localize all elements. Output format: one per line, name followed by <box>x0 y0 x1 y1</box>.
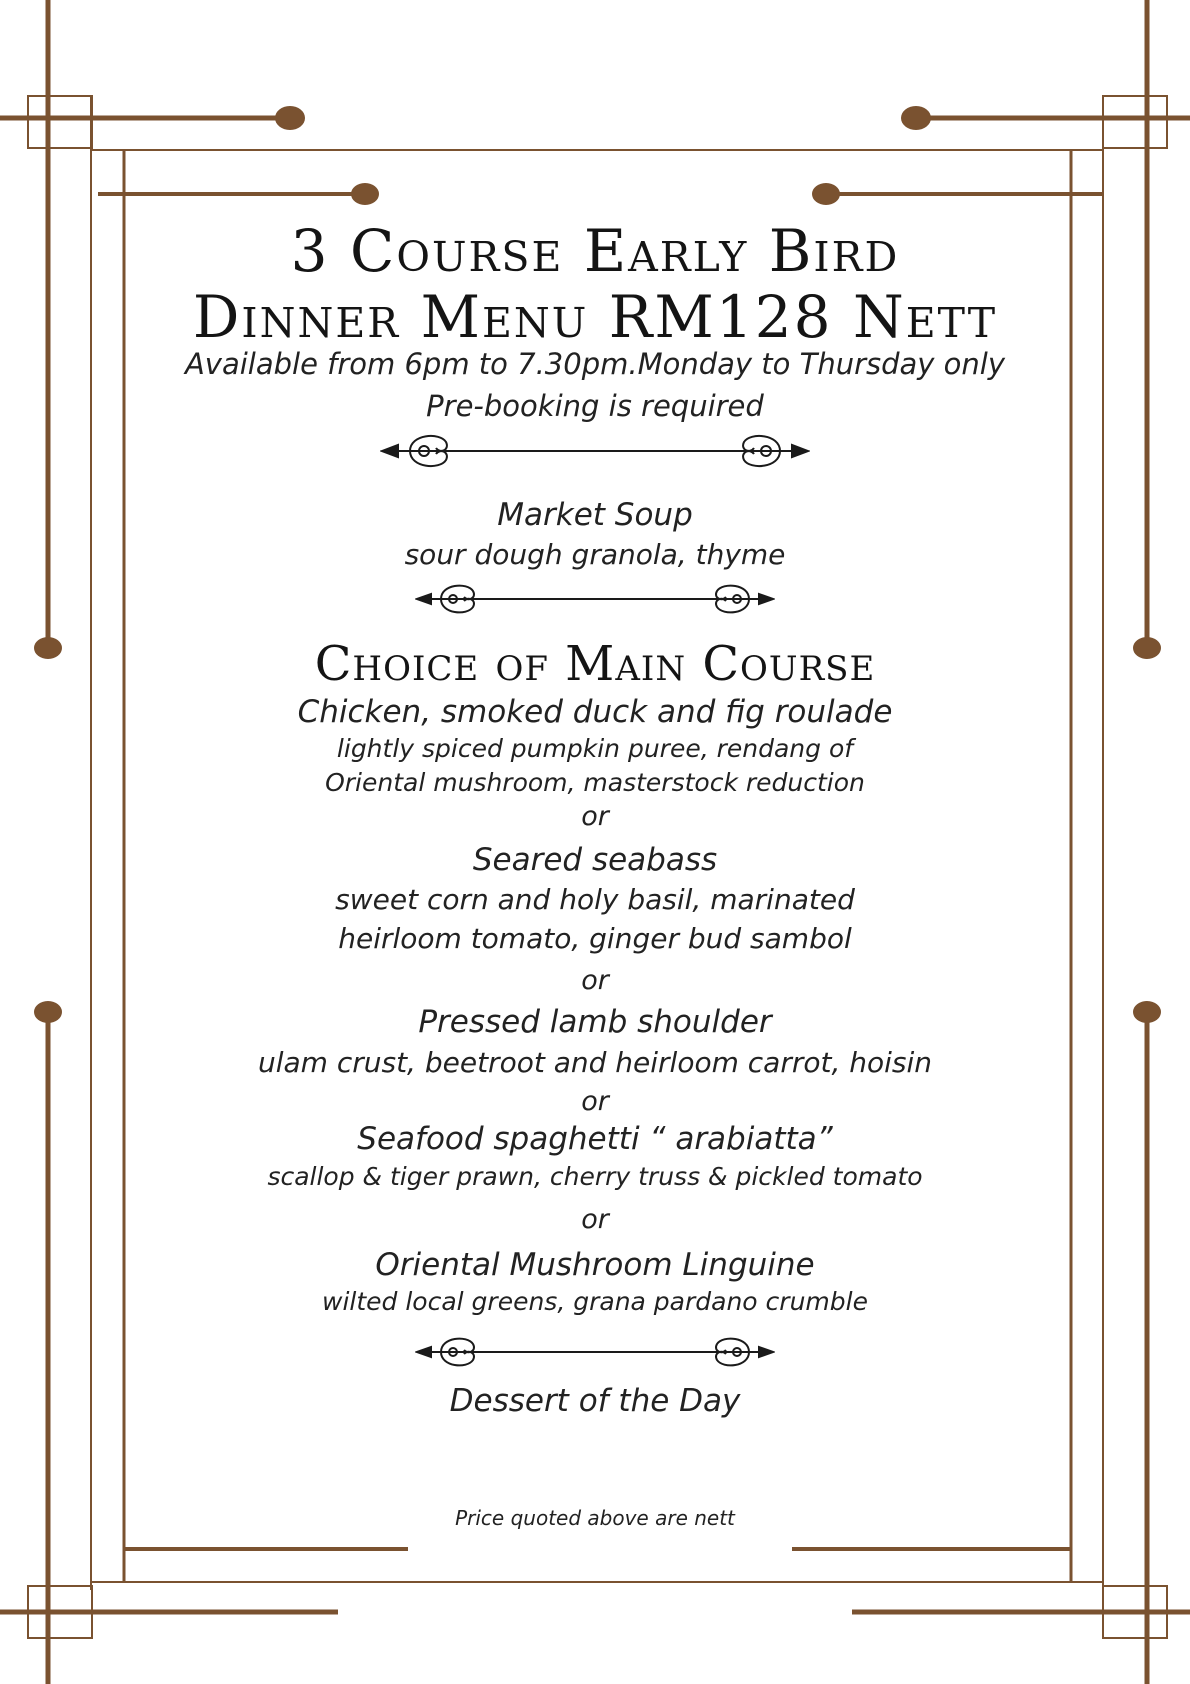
ornamental-divider-top <box>380 424 810 474</box>
dish-4-description: scallop & tiger prawn, cherry truss & pickled tomato <box>267 1162 923 1191</box>
ornamental-divider-starter <box>415 576 775 622</box>
starter-description: sour dough granola, thyme <box>404 538 786 571</box>
dessert-name: Dessert of the Day <box>449 1383 741 1419</box>
booking-note: Pre-booking is required <box>426 389 764 423</box>
menu-title-line-2: Dinner Menu RM128 Nett <box>192 283 998 351</box>
dish-3-name: Pressed lamb shoulder <box>418 1004 772 1040</box>
or-separator: or <box>581 801 609 832</box>
main-course-heading: Choice of Main Course <box>314 636 876 692</box>
availability-text: Available from 6pm to 7.30pm.Monday to Thursday only <box>184 347 1006 381</box>
or-separator: or <box>581 965 609 996</box>
dish-3-description: ulam crust, beetroot and heirloom carrot, hoisin <box>257 1046 933 1079</box>
dish-5-description: wilted local greens, grana pardano crumble <box>322 1287 868 1316</box>
dish-1-name: Chicken, smoked duck and fig roulade <box>297 694 893 730</box>
dish-2-name: Seared seabass <box>472 842 718 878</box>
dish-1-description-line-2: Oriental mushroom, masterstock reduction <box>325 768 865 797</box>
dish-2-description-line-1: sweet corn and holy basil, marinated <box>335 883 855 916</box>
dish-4-name: Seafood spaghetti “ arabiatta” <box>357 1121 833 1157</box>
starter-name: Market Soup <box>497 497 693 533</box>
or-separator: or <box>581 1086 609 1117</box>
dish-5-name: Oriental Mushroom Linguine <box>375 1247 815 1283</box>
dish-2-description-line-2: heirloom tomato, ginger bud sambol <box>338 922 852 955</box>
dish-1-description-line-1: lightly spiced pumpkin puree, rendang of <box>336 734 854 763</box>
or-separator: or <box>581 1204 609 1235</box>
menu-title-line-1: 3 Course Early Bird <box>290 217 900 285</box>
price-footer-note: Price quoted above are nett <box>455 1506 735 1530</box>
ornamental-divider-main <box>415 1329 775 1375</box>
